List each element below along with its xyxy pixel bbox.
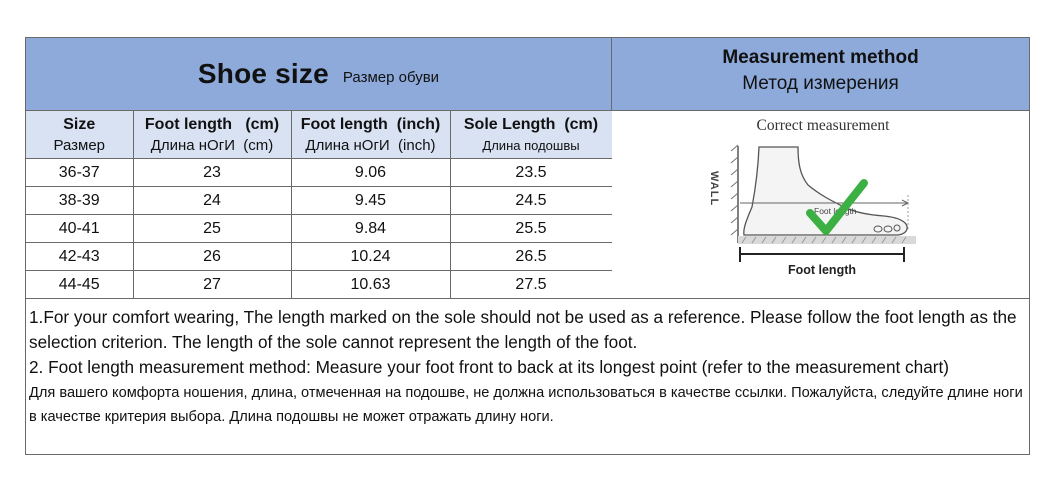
cell-size: 36-37 <box>26 159 133 187</box>
measurement-method-header <box>612 38 1029 111</box>
cell-foot-length-inch: 9.84 <box>291 215 450 243</box>
table-row <box>26 215 612 243</box>
bottom-foot-length-label: Foot length <box>787 263 857 277</box>
cell-foot-length-cm: 27 <box>133 271 291 299</box>
table-row <box>26 187 612 215</box>
size-table <box>26 111 613 299</box>
floor-icon <box>738 236 916 244</box>
bottom-measure-bracket <box>740 247 904 262</box>
cell-size: 38-39 <box>26 187 133 215</box>
cell-sole-length: 25.5 <box>450 215 612 243</box>
cell-sole-length: 24.5 <box>450 187 612 215</box>
measurement-method-title: Measurement method <box>722 47 919 68</box>
cell-foot-length-cm: 24 <box>133 187 291 215</box>
cell-foot-length-inch: 10.63 <box>291 271 450 299</box>
cell-sole-length: 26.5 <box>450 243 612 271</box>
table-row <box>26 159 612 187</box>
diagram-caption: Correct measurement <box>756 117 890 134</box>
column-header-sole-length: Sole Length (cm) Длина подошвы <box>450 111 612 159</box>
cell-size: 40-41 <box>26 215 133 243</box>
note-english-1: 1.For your comfort wearing, The length marked on the sole should not be used as a reference. Please follow the foot length as the selection criterion. The length of the sole cannot represent the length of the foot. <box>29 307 1017 352</box>
column-header-size: Size Размер <box>26 111 133 159</box>
cell-foot-length-cm: 25 <box>133 215 291 243</box>
column-header-foot-length-inch: Foot length (inch) Длина нОгИ (inch) <box>291 111 450 159</box>
cell-foot-length-inch: 10.24 <box>291 243 450 271</box>
table-header-row <box>26 111 612 159</box>
cell-sole-length: 27.5 <box>450 271 612 299</box>
notes-section <box>26 299 1029 454</box>
size-chart-header <box>26 38 612 111</box>
table-row <box>26 243 612 271</box>
inner-foot-length-label: Foot length <box>814 206 857 216</box>
measurement-method-subtitle: Метод измерения <box>742 73 899 94</box>
column-header-foot-length-cm: Foot length (cm) Длина нОгИ (cm) <box>133 111 291 159</box>
cell-foot-length-cm: 26 <box>133 243 291 271</box>
wall-label: WALL <box>708 171 720 207</box>
note-english-2: 2. Foot length measurement method: Measure your foot front to back at its longest point (refer to the measurement chart) <box>29 357 949 377</box>
wall-icon <box>731 145 738 243</box>
foot-icon <box>744 147 907 235</box>
table-row <box>26 271 612 299</box>
cell-sole-length: 23.5 <box>450 159 612 187</box>
cell-foot-length-inch: 9.06 <box>291 159 450 187</box>
page-title: Shoe size <box>197 58 329 89</box>
measurement-diagram <box>612 111 1029 299</box>
cell-foot-length-cm: 23 <box>133 159 291 187</box>
size-chart <box>25 37 1030 455</box>
note-russian: Для вашего комфорта ношения, длина, отмеченная на подошве, не должна использоваться в качестве ссылки. Пожалуйста, следуйте длине ноги в качестве критерия выбора. Длина подошвы не может отражать длину ноги. <box>29 385 1023 425</box>
cell-foot-length-inch: 9.45 <box>291 187 450 215</box>
measurement-illustration <box>612 111 1029 298</box>
page-subtitle: Размер обуви <box>342 68 440 86</box>
cell-size: 44-45 <box>26 271 133 299</box>
cell-size: 42-43 <box>26 243 133 271</box>
